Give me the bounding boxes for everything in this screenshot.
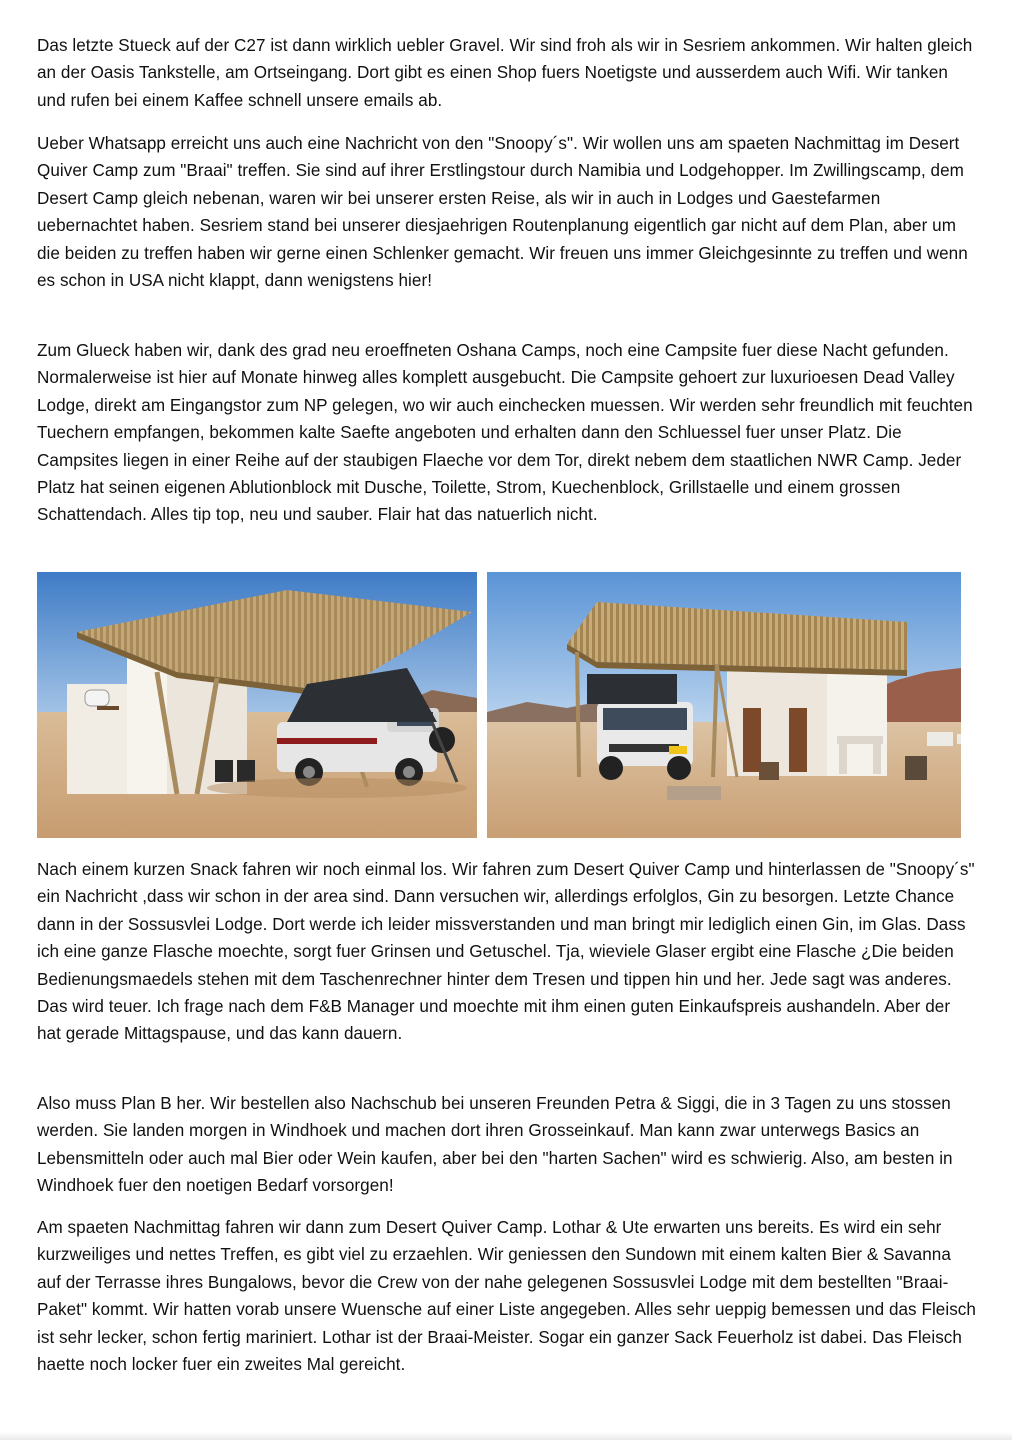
photo-campsite-shelter-front xyxy=(487,572,961,838)
page-bottom-edge xyxy=(0,1432,1012,1440)
photo-campsite-shelter-side xyxy=(37,572,477,838)
paragraph-gin-search: Nach einem kurzen Snack fahren wir noch einmal los. Wir fahren zum Desert Quiver Camp und hinterlassen de "Snoopy´s" ein Nachricht ,dass wir schon in der area sind. Dann versuchen wir, allerdings erfolglos, Gin zu besorgen. Letzte Chance dann in der Sossusvlei Lodge. Dort werde ich leider missverstanden und man bringt mir lediglich einen Gin, im Glas. Dass ich eine ganze Flasche moechte, sorgt fuer Grinsen und Getuschel. Tja, wieviele Glaser ergibt eine Flasche ¿Die beiden Bedienungsmaedels stehen mit dem Taschenrechner hinter dem Tresen und tippen hin und her. Jede sagt was anderes. Das wird teuer. Ich frage nach dem F&B Manager und moechte mit ihm einen guten Einkaufspreis aushandeln. Aber der hat gerade Mittagspause, und das kann dauern. xyxy=(37,860,975,1044)
paragraph-desert-quiver-meeting: Am spaeten Nachmittag fahren wir dann zum Desert Quiver Camp. Lothar & Ute erwarten uns bereits. Es wird ein sehr kurzweiliges und nettes Treffen, es gibt viel zu erzaehlen. Wir geniessen den Sundown mit einem kalten Bier & Savanna auf der Terrasse ihres Bungalows, bevor die Crew von der nahe gelegenen Sossusvlei Lodge mit dem bestellten "Braai-Paket" kommt. Wir hatten vorab unsere Wuensche auf einer Liste angegeben. Alles sehr ueppig bemessen und das Fleisch ist sehr lecker, schon fertig mariniert. Lothar ist der Braai-Meister. Sogar ein ganzer Sack Feuerholz ist dabei. Das Fleisch haette noch locker fuer ein zweites Mal gereicht. xyxy=(37,1218,976,1375)
paragraph-plan-b: Also muss Plan B her. Wir bestellen also Nachschub bei unseren Freunden Petra & Siggi, die in 3 Tagen zu uns stossen werden. Sie landen morgen in Windhoek und machen dort ihren Grosseinkauf. Man kann zwar unterwegs Basics an Lebensmitteln oder auch mal Bier oder Wein kaufen, aber bei den "harten Sachen" wird es schwierig. Also, am besten in Windhoek fuer den noetigen Bedarf vorsorgen! xyxy=(37,1094,953,1196)
paragraph-oshana-campsite: Zum Glueck haben wir, dank des grad neu eroeffneten Oshana Camps, noch eine Campsite fuer diese Nacht gefunden. Normalerweise ist hier auf Monate hinweg alles komplett ausgebucht. Die Campsite gehoert zur luxurioesen Dead Valley Lodge, direkt am Eingangstor zum NP gelegen, wo wir auch einchecken muessen. Wir werden sehr freundlich mit feuchten Tuechern empfangen, bekommen kalte Saefte angeboten und erhalten dann den Schluessel fuer unser Platz. Die Campsites liegen in einer Reihe auf der staubigen Flaeche vor dem Tor, direkt nebem dem staatlichen NWR Camp. Jeder Platz hat seinen eigenen Ablutionblock mit Dusche, Toilette, Strom, Kuechenblock, Grillstaelle und einem grossen Schattendach. Alles tip top, neu und sauber. Flair hat das natuerlich nicht. xyxy=(37,341,973,525)
campsite-shelter-side-image xyxy=(37,572,477,838)
paragraph-arrival-sesriem: Das letzte Stueck auf der C27 ist dann wirklich uebler Gravel. Wir sind froh als wir in Sesriem ankommen. Wir halten gleich an der Oasis Tankstelle, am Ortseingang. Dort gibt es einen Shop fuers Noetigste und ausserdem auch Wifi. Wir tanken und rufen bei einem Kaffee schnell unsere emails ab. xyxy=(37,36,973,110)
paragraph-snoopys-message: Ueber Whatsapp erreicht uns auch eine Nachricht von den "Snoopy´s". Wir wollen uns am spaeten Nachmittag im Desert Quiver Camp zum "Braai" treffen. Sie sind auf ihrer Erstlingstour durch Namibia und Lodgehopper. Im Zwillingscamp, dem Desert Camp gleich nebenan, waren wir bei unserer ersten Reise, als wir in auch in Lodges und Gaestefarmen uebernachtet haben. Sesriem stand bei unserer diesjaehrigen Routenplanung eigentlich gar nicht auf dem Plan, aber um die beiden zu treffen haben wir gerne einen Schlenker gemacht. Wir freuen uns immer Gleichgesinnte zu treffen und wenn es schon in USA nicht klappt, dann wenigstens hier! xyxy=(37,134,968,291)
campsite-shelter-front-image xyxy=(487,572,961,838)
